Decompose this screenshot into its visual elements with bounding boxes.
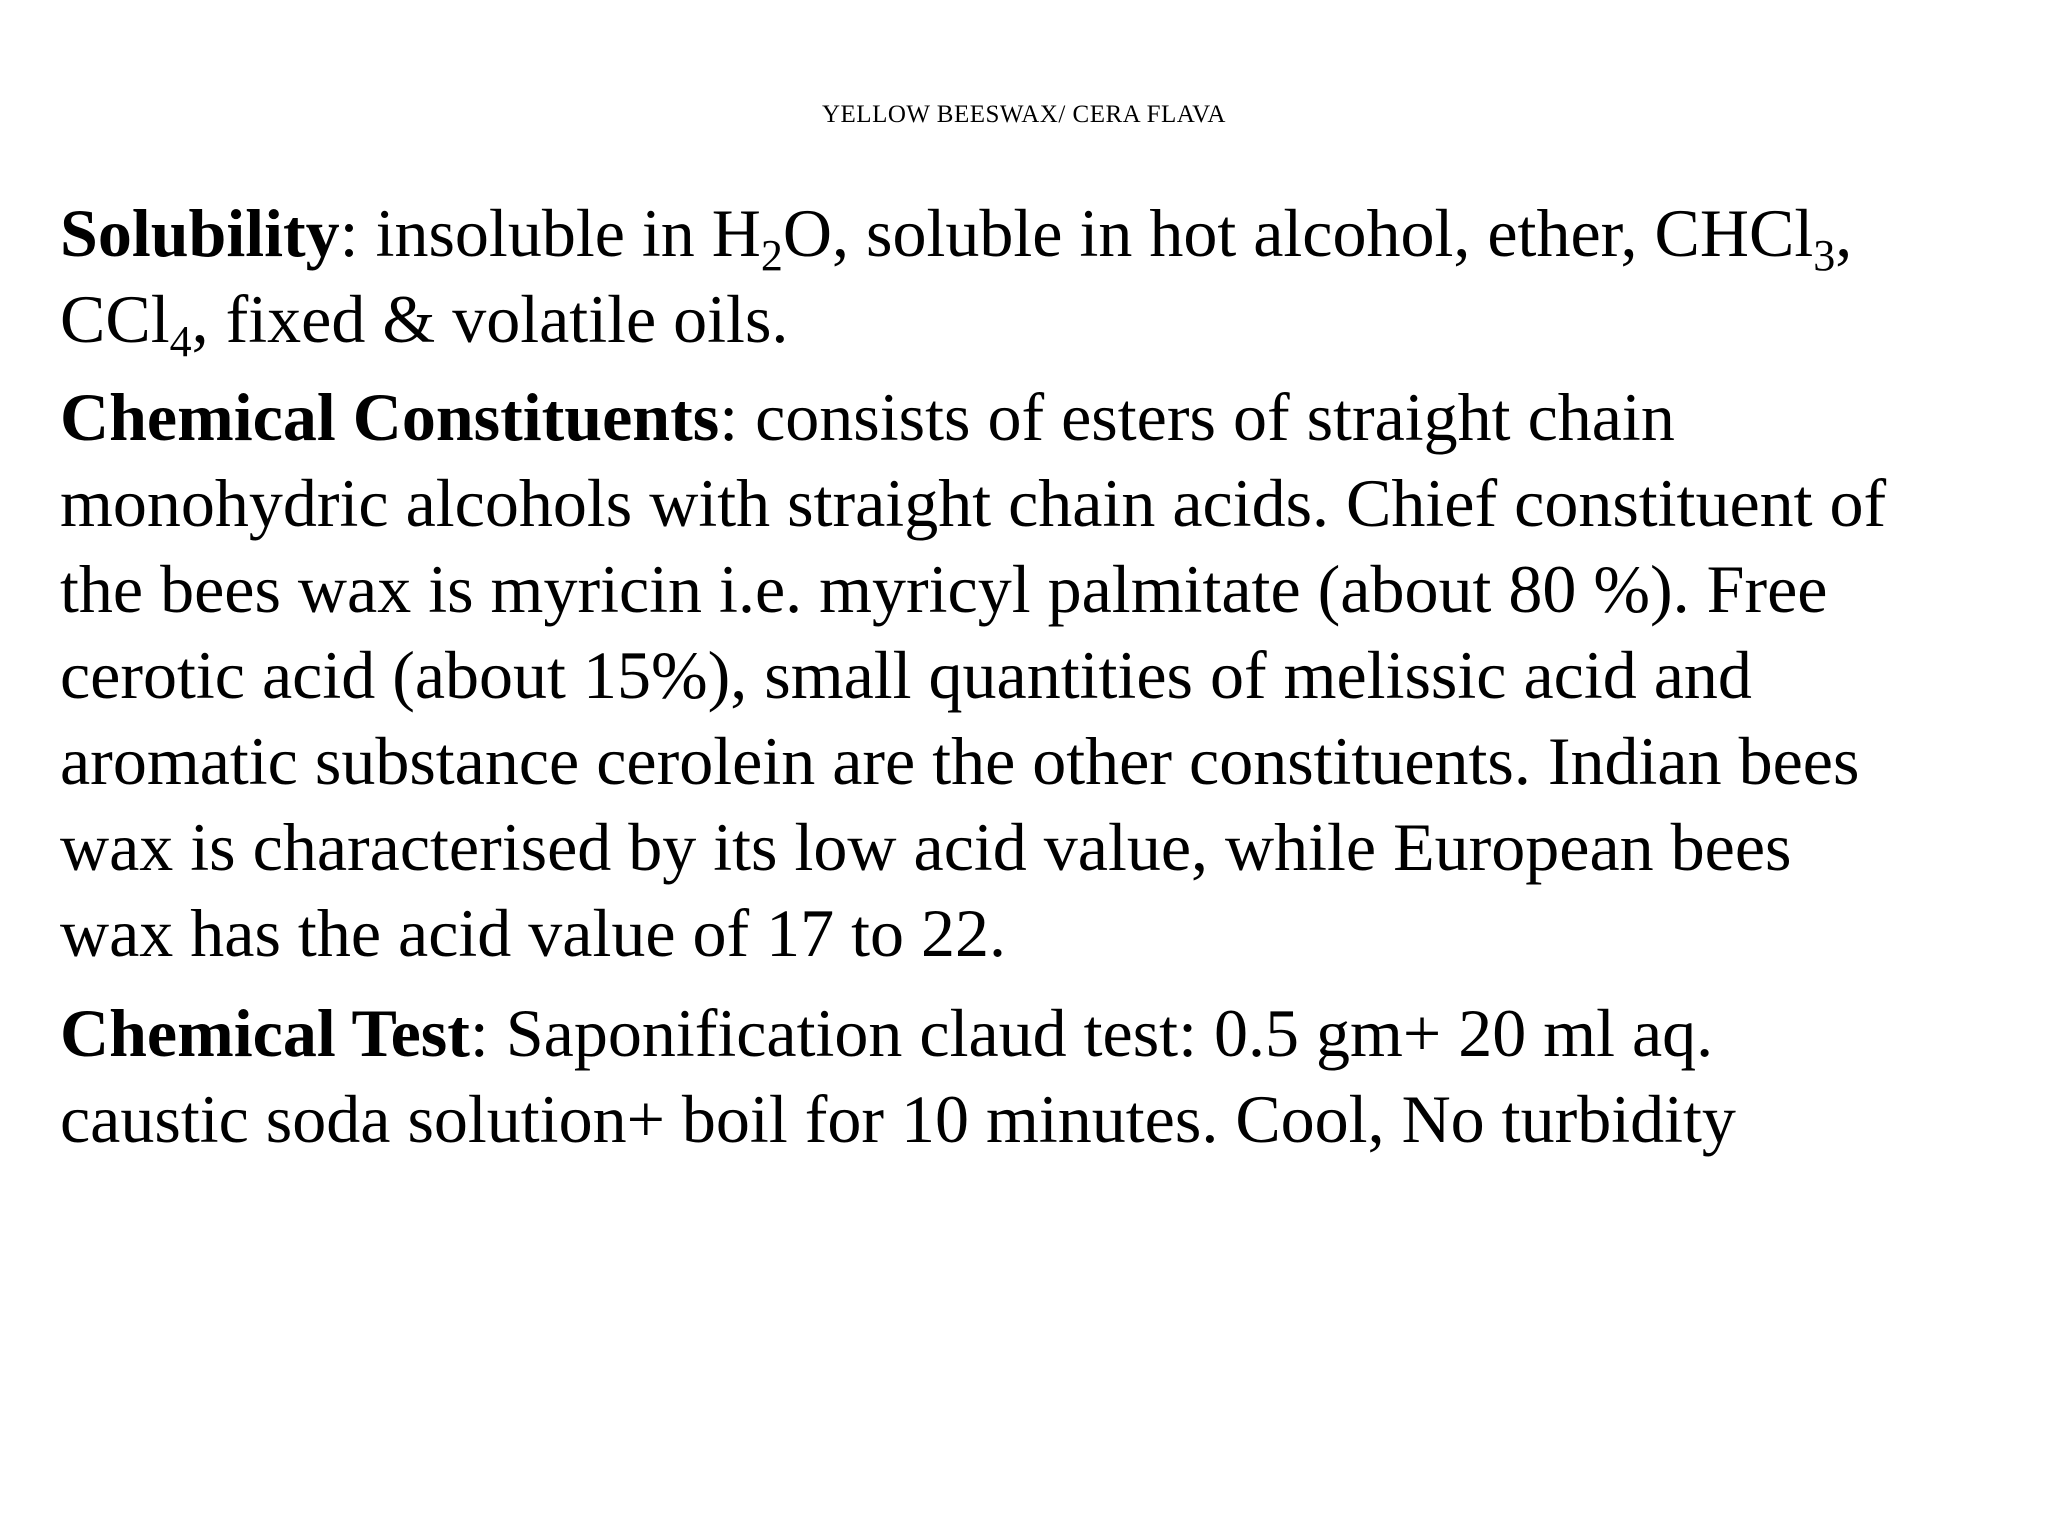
chemical-test-text: Saponification claud test: 0.5 gm+ 20 ml aq. xyxy=(488,995,1714,1071)
solubility-text-5: , fixed & volatile oils. xyxy=(191,281,789,357)
constituents-paragraph xyxy=(60,374,2020,976)
solubility-colon: : xyxy=(339,195,359,271)
chemical-test-paragraph xyxy=(60,990,2020,1162)
solubility-line-2 xyxy=(60,276,2020,366)
constituents-text: consists of esters of straight chain xyxy=(738,379,1675,455)
solubility-text-3: , xyxy=(1835,195,1853,271)
solubility-sub-2: 3 xyxy=(1813,231,1836,280)
constituents-term: Chemical Constituents xyxy=(60,379,720,455)
chemical-test-line: caustic soda solution+ boil for 10 minutes. Cool, No turbidity xyxy=(60,1081,1736,1157)
solubility-paragraph xyxy=(60,190,2020,366)
slide-body xyxy=(60,190,2020,1176)
constituents-line: monohydric alcohols with straight chain acids. Chief constituent of xyxy=(60,465,1887,541)
solubility-text-4: CCl xyxy=(60,281,170,357)
solubility-sub-3: 4 xyxy=(169,317,192,366)
constituents-line: wax is characterised by its low acid value, while European bees xyxy=(60,809,1792,885)
chemical-test-term: Chemical Test xyxy=(60,995,470,1071)
constituents-line xyxy=(60,374,2020,460)
solubility-line-1 xyxy=(60,190,2020,280)
slide-title: YELLOW BEESWAX/ CERA FLAVA xyxy=(821,101,1226,128)
chemical-test-line xyxy=(60,990,2020,1076)
constituents-line: the bees wax is myricin i.e. myricyl palmitate (about 80 %). Free xyxy=(60,551,1828,627)
solubility-text-2: O, soluble in hot alcohol, ether, CHCl xyxy=(782,195,1814,271)
solubility-term: Solubility xyxy=(60,195,340,271)
solubility-text-1: insoluble in H xyxy=(358,195,761,271)
chemical-test-colon: : xyxy=(469,995,489,1071)
constituents-line: aromatic substance cerolein are the other constituents. Indian bees xyxy=(60,723,1860,799)
constituents-colon: : xyxy=(719,379,739,455)
solubility-sub-1: 2 xyxy=(760,231,783,280)
constituents-line: cerotic acid (about 15%), small quantities of melissic acid and xyxy=(60,637,1752,713)
constituents-line: wax has the acid value of 17 to 22. xyxy=(60,895,1007,971)
